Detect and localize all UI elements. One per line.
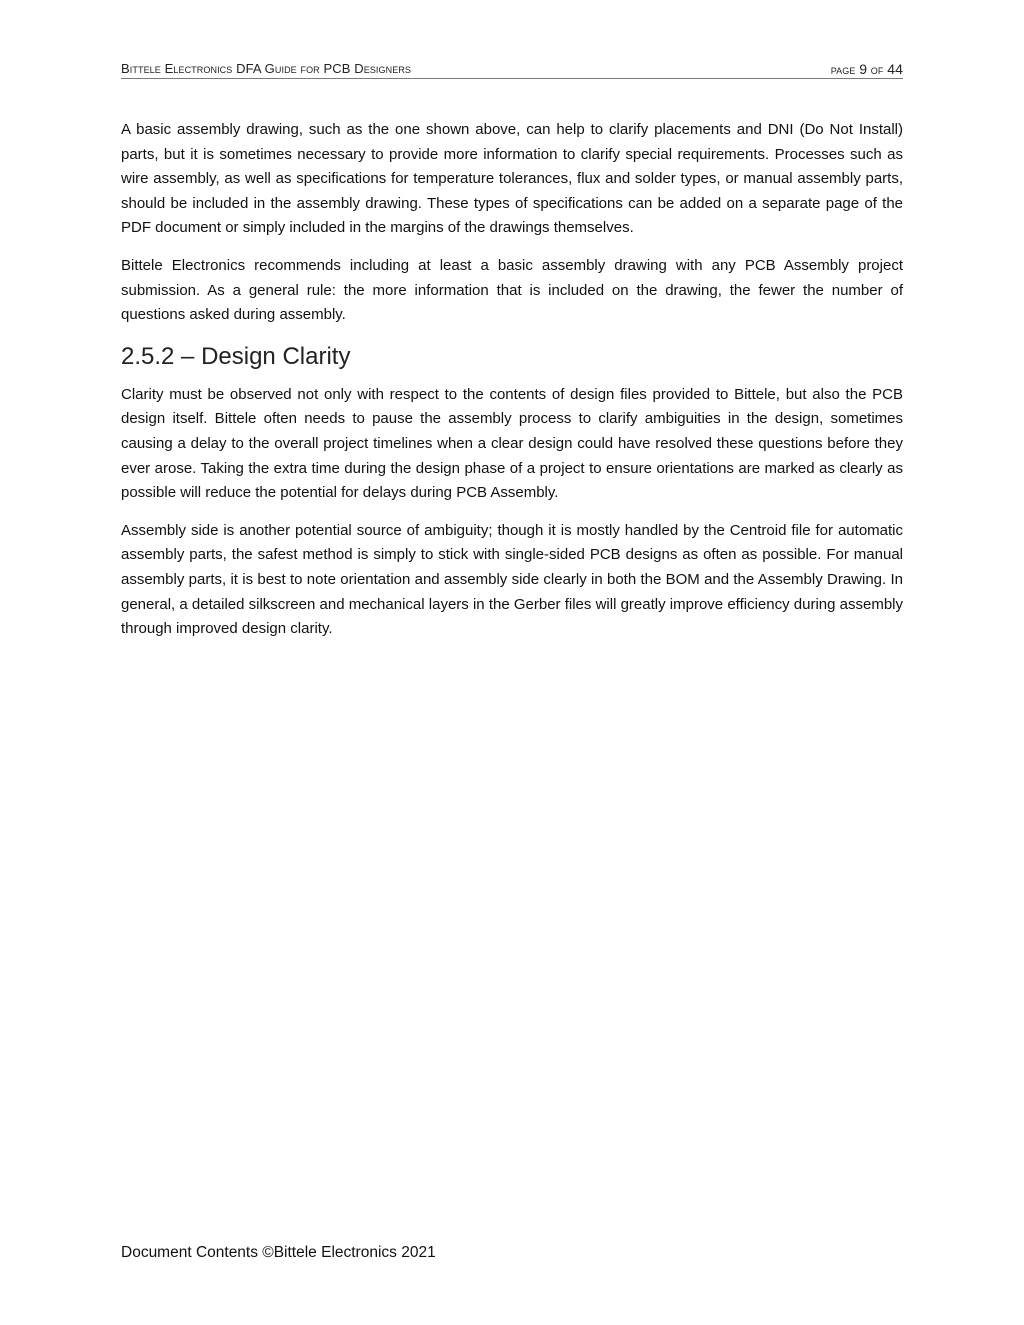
header-of-word: of [870,62,884,77]
paragraph-assembly-drawing: A basic assembly drawing, such as the one shown above, can help to clarify placements and DNI (Do Not Install) parts, but it is sometimes necessary to provide more information to clarify special requirements. Processes such as wire assembly, as well as specifications for temperature tolerances, flux and solder types, or manual assembly parts, should be included in the assembly drawing. These types of specifications can be added on a separate page of the PDF document or simply included in the margins of the drawings themselves. [121,121,903,237]
paragraph-design-clarity: Clarity must be observed not only with respect to the contents of design files provided to Bittele, but also the PCB design itself. Bittele often needs to pause the assembly process to clarify ambiguities in the design, sometimes causing a delay to the overall project timelines when a clear design could have resolved these questions before they ever arose. Taking the extra time during the design phase of a project to ensure orientations are marked as clearly as possible will reduce the potential for delays during PCB Assembly. [121,385,903,502]
header-page-word: page [830,62,856,77]
section-heading: 2.5.2 – Design Clarity [121,342,351,370]
header-total-pages: 44 [887,61,903,77]
running-header [121,60,903,79]
page-footer: Document Contents ©Bittele Electronics 2021 [121,1244,436,1261]
header-page-indicator [831,61,903,77]
header-page-number: 9 [859,61,868,77]
paragraph-recommendation: Bittele Electronics recommends including at least a basic assembly drawing with any PCB Assembly project submission. As a general rule: the more information that is included on the drawing, the fewer the number of questions asked during assembly. [121,256,903,324]
paragraph-assembly-side: Assembly side is another potential source of ambiguity; though it is mostly handled by the Centroid file for automatic assembly parts, the safest method is simply to stick with single-sided PCB designs as often as possible. For manual assembly parts, it is best to note orientation and assembly side clearly in both the BOM and the Assembly Drawing. In general, a detailed silkscreen and mechanical layers in the Gerber files will greatly improve efficiency during assembly through improved design clarity. [121,521,903,638]
body-text [121,118,903,655]
header-title: Bittele Electronics DFA Guide for PCB Designers [121,61,412,76]
